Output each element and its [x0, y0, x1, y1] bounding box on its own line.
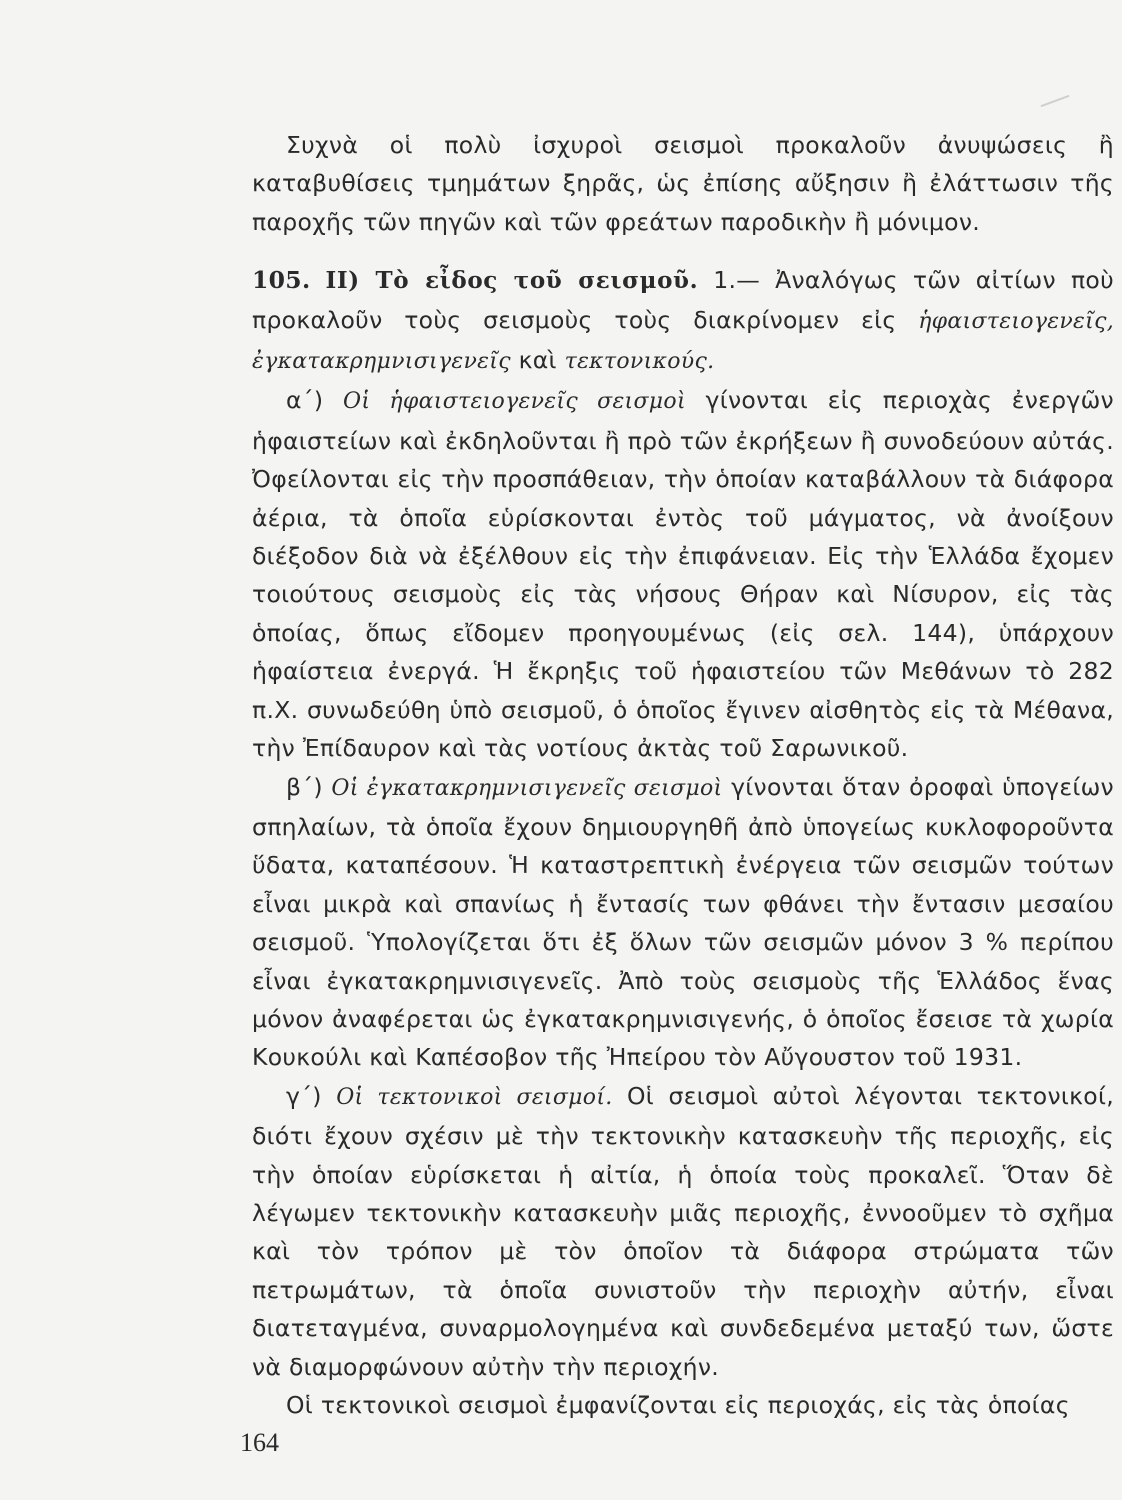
beta-label: β΄): [286, 772, 323, 801]
term-connector: καὶ: [518, 346, 557, 375]
scan-mark: [1041, 95, 1070, 107]
page-number: 164: [240, 1428, 279, 1457]
section-number: 105.: [252, 266, 311, 295]
alpha-label: α΄): [286, 386, 324, 415]
gamma-label: γ΄): [286, 1081, 322, 1110]
body-text: [252, 126, 1114, 1424]
paragraph-alpha: [252, 381, 1114, 767]
paragraph-last: Οἱ τεκτονικοὶ σεισμοὶ ἐμφανίζονται εἰς περιοχάς, εἰς τὰς ὁποίας: [286, 1391, 1070, 1419]
paragraph-gamma: [252, 1077, 1114, 1386]
beta-italic: Οἱ ἐγκατακρημνισιγενεῖς σεισμοὶ: [331, 775, 723, 801]
term-collapse: ἐγκατακρημνισιγενεῖς: [252, 349, 511, 375]
term-tectonic: τεκτονικούς.: [564, 349, 715, 375]
gamma-text: Οἱ σεισμοὶ αὐτοὶ λέγονται τεκτονικοί, διότι ἔχουν σχέσιν μὲ τὴν τεκτονικὴν κατασκευὴν τῆς περιοχῆς, εἰς τὴν ὁποίαν εὑρίσκεται ἡ αἰτία, ἡ ὁποία τοὺς προκαλεῖ. Ὅταν δὲ λέγωμεν τεκτονικὴν κατασκευὴν μιᾶς περιοχῆς, ἐννοοῦμεν τὸ σχῆμα καὶ τὸν τρόπον μὲ τὸν ὁποῖον τὰ διάφορα στρώματα τῶν πετρωμάτων, τὰ ὁποῖα συνιστοῦν τὴν περιοχὴν αὐτήν, εἶναι διατεταγμένα, συναρμολογημένα καὶ συνδεδεμένα μεταξύ των, ὥστε νὰ διαμορφώνουν αὐτὴν τὴν περιοχήν.: [252, 1081, 1114, 1381]
paragraph-beta: [252, 768, 1114, 1077]
term-volcanic: ἡφαιστειογενεῖς,: [918, 308, 1114, 334]
gamma-italic: Οἱ τεκτονικοὶ σεισμοί.: [336, 1084, 613, 1110]
section-heading: II) Τὸ εἶδος τοῦ σεισμοῦ.: [325, 267, 699, 295]
section-lead: 1.— Ἀναλόγως τῶν αἰτίων ποὺ προκαλοῦν τοὺς σεισμοὺς τοὺς διακρίνομεν εἰς: [252, 266, 1114, 334]
alpha-italic: Οἱ ἡφαιστειογενεῖς σεισμοὶ: [342, 389, 686, 415]
paragraph-uplift: Συχνὰ οἱ πολὺ ἰσχυροὶ σεισμοὶ προκαλοῦν ἀνυψώσεις ἢ καταβυθίσεις τμημάτων ξηρᾶς, ὡς ἐπίσης αὔξησιν ἢ ἐλάττωσιν τῆς παροχῆς τῶν πηγῶν καὶ τῶν φρεάτων παροδικὴν ἢ μόνιμον.: [252, 131, 1114, 236]
paragraph-section-105: [252, 261, 1114, 381]
beta-text: γίνονται ὅταν ὀροφαὶ ὑπογείων σπηλαίων, τὰ ὁποῖα ἔχουν δημιουργηθῆ ἀπὸ ὑπογείως κυκλοφοροῦντα ὕδατα, καταπέσουν. Ἡ καταστρεπτικὴ ἐνέργεια τῶν σεισμῶν τούτων εἶναι μικρὰ καὶ σπανίως ἡ ἔντασίς των φθάνει τὴν ἔντασιν μεσαίου σεισμοῦ. Ὑπολογίζεται ὅτι ἐξ ὅλων τῶν σεισμῶν μόνον 3 % περίπου εἶναι ἐγκατακρημνισιγενεῖς. Ἀπὸ τοὺς σεισμοὺς τῆς Ἑλλάδος ἕνας μόνον ἀναφέρεται ὡς ἐγκατακρημνισιγενής, ὁ ὁποῖος ἔσεισε τὰ χωρία Κουκούλι καὶ Καπέσοβον τῆς Ἠπείρου τὸν Αὔγουστον τοῦ 1931.: [252, 772, 1114, 1072]
alpha-text: γίνονται εἰς περιοχὰς ἐνεργῶν ἡφαιστείων καὶ ἐκδηλοῦνται ἢ πρὸ τῶν ἐκρήξεων ἢ συνοδεύουν αὐτάς. Ὀφείλονται εἰς τὴν προσπάθειαν, τὴν ὁποίαν καταβάλλουν τὰ διάφορα ἀέρια, τὰ ὁποῖα εὑρίσκονται ἐντὸς τοῦ μάγματος, νὰ ἀνοίξουν διέξοδον διὰ νὰ ἐξέλθουν εἰς τὴν ἐπιφάνειαν. Εἰς τὴν Ἑλλάδα ἔχομεν τοιούτους σεισμοὺς εἰς τὰς νήσους Θήραν καὶ Νίσυρον, εἰς τὰς ὁποίας, ὅπως εἴδομεν προηγουμένως (εἰς σελ. 144), ὑπάρχουν ἡφαίστεια ἐνεργά. Ἡ ἔκρηξις τοῦ ἡφαιστείου τῶν Μεθάνων τὸ 282 π.Χ. συνωδεύθη ὑπὸ σεισμοῦ, ὁ ὁποῖος ἔγινεν αἰσθητὸς εἰς τὰ Μέθανα, τὴν Ἐπίδαυρον καὶ τὰς νοτίους ἀκτὰς τοῦ Σαρωνικοῦ.: [252, 386, 1114, 763]
